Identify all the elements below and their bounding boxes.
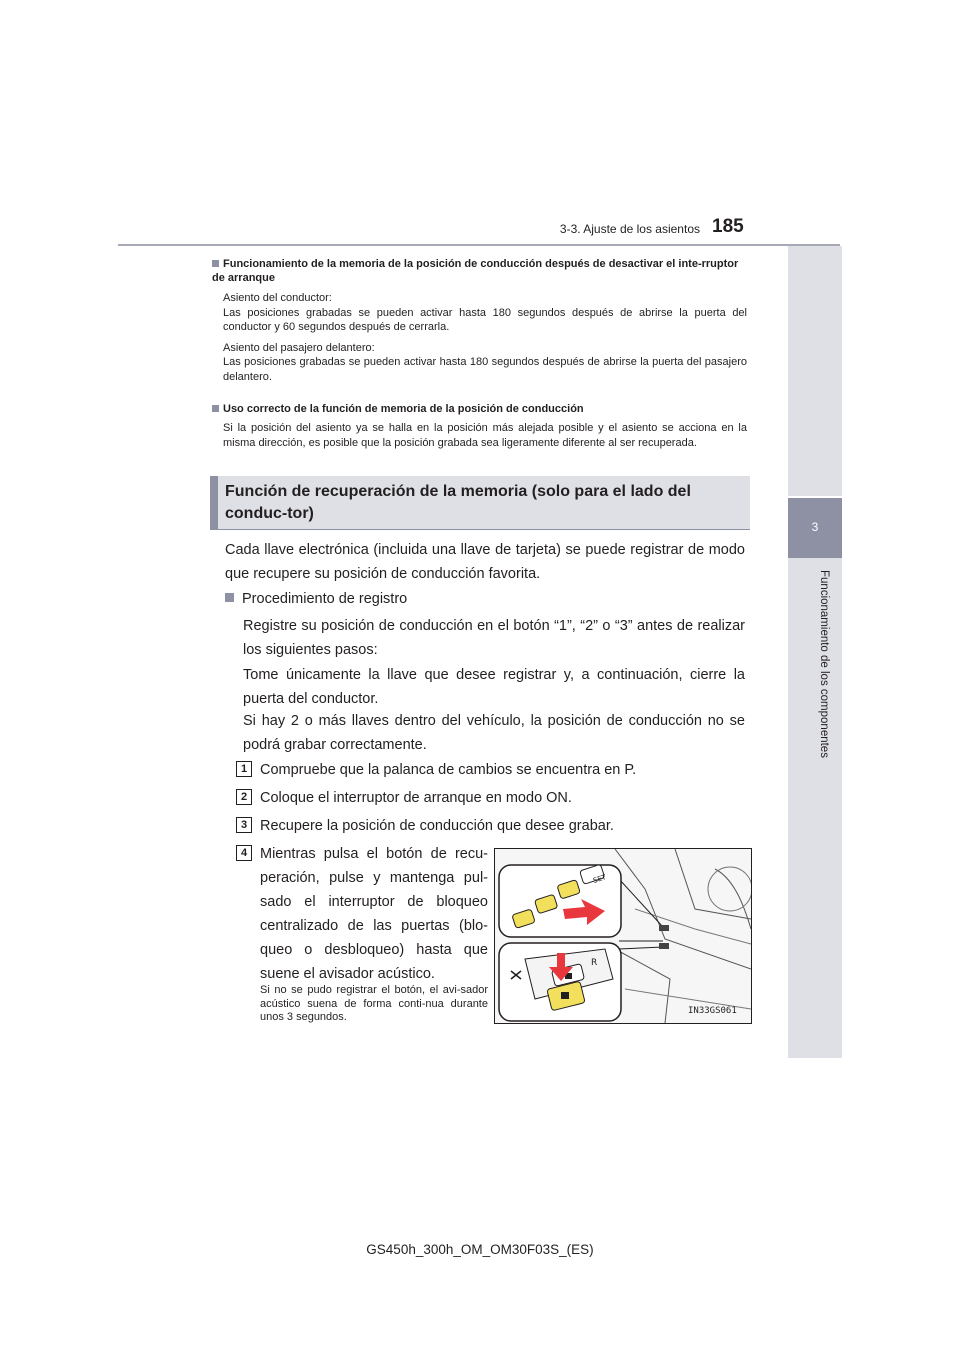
section-heading: Función de recuperación de la memoria (solo para el lado del conduc-tor)	[225, 483, 691, 522]
step-1-text: Compruebe que la palanca de cambios se encuentra en P.	[260, 762, 637, 778]
square-bullet-icon	[212, 405, 219, 412]
side-tab-top	[788, 246, 842, 496]
step-number-2: 2	[236, 789, 252, 805]
door-switch-illustration	[494, 848, 752, 1024]
page-number: 185	[712, 216, 744, 237]
note-2-heading: Uso correcto de la función de memoria de la posición de conducción	[212, 402, 747, 416]
procedure-paragraph-2: Tome únicamente la llave que desee registrar y, a continuación, cierre la puerta del conductor.	[243, 667, 745, 707]
document-code: GS450h_300h_OM_OM30F03S_(ES)	[366, 1242, 594, 1257]
note-paragraph: Las posiciones grabadas se pueden activar hasta 180 segundos después de abrirse la puerta del pasajero delantero.	[223, 356, 747, 383]
step-4-text: Mientras pulsa el botón de recu-peración, pulse y mantenga pul-sado el interruptor de bloqueo centralizado de las puertas (blo-queo o desbloqueo) hasta que suene el avisador acústico.	[260, 846, 488, 982]
note-paragraph: Las posiciones grabadas se pueden activar hasta 180 segundos después de abrirse la puerta del conductor y 60 segundos después de cerrarla.	[223, 306, 747, 333]
procedure-heading: Procedimiento de registro	[225, 587, 745, 611]
set-button-label: SET	[592, 873, 608, 885]
chapter-title: Funcionamiento de los componentes	[818, 570, 830, 758]
step-4-note: Si no se pudo registrar el botón, el avi-sador acústico suena de forma conti-nua durante unos 3 segundos.	[260, 984, 488, 1023]
note-paragraph: Asiento del conductor:	[223, 292, 332, 304]
note-1	[212, 257, 747, 384]
illustration-drawing	[495, 849, 751, 1023]
section-heading-rule	[210, 529, 750, 530]
note-1-heading: Funcionamiento de la memoria de la posición de conducción después de desactivar el inte-rruptor de arranque	[212, 258, 739, 284]
section-heading-accent	[210, 476, 218, 530]
step-2-text: Coloque el interruptor de arranque en modo ON.	[260, 790, 572, 806]
step-number-3: 3	[236, 817, 252, 833]
illustration-code: IN33GS061	[688, 1006, 737, 1016]
step-3-text: Recupere la posición de conducción que desee grabar.	[260, 818, 614, 834]
note-paragraph: Asiento del pasajero delantero:	[223, 341, 375, 354]
note-paragraph: Si la posición del asiento ya se halla en la posición más alejada posible y el asiento se acciona en la misma dirección, es posible que la posición grabada sea ligeramente diferente al ser recuperada.	[223, 422, 747, 449]
square-bullet-icon	[225, 593, 234, 602]
procedure-paragraph-1: Registre su posición de conducción en el botón “1”, “2” o “3” antes de realizar los siguientes pasos:	[243, 618, 745, 658]
header-rule	[118, 244, 840, 246]
step-number-1: 1	[236, 761, 252, 777]
r-label: R	[591, 958, 598, 968]
intro-paragraph: Cada llave electrónica (incluida una llave de tarjeta) se puede registrar de modo que recupere su posición de conducción favorita.	[225, 542, 745, 582]
step-number-4: 4	[236, 845, 252, 861]
square-bullet-icon	[212, 260, 219, 267]
chapter-number: 3	[788, 498, 842, 558]
note-2	[212, 402, 747, 450]
procedure-paragraph-3: Si hay 2 o más llaves dentro del vehículo, la posición de conducción no se podrá grabar correctamente.	[243, 713, 745, 753]
section-title: 3-3. Ajuste de los asientos	[559, 222, 700, 236]
